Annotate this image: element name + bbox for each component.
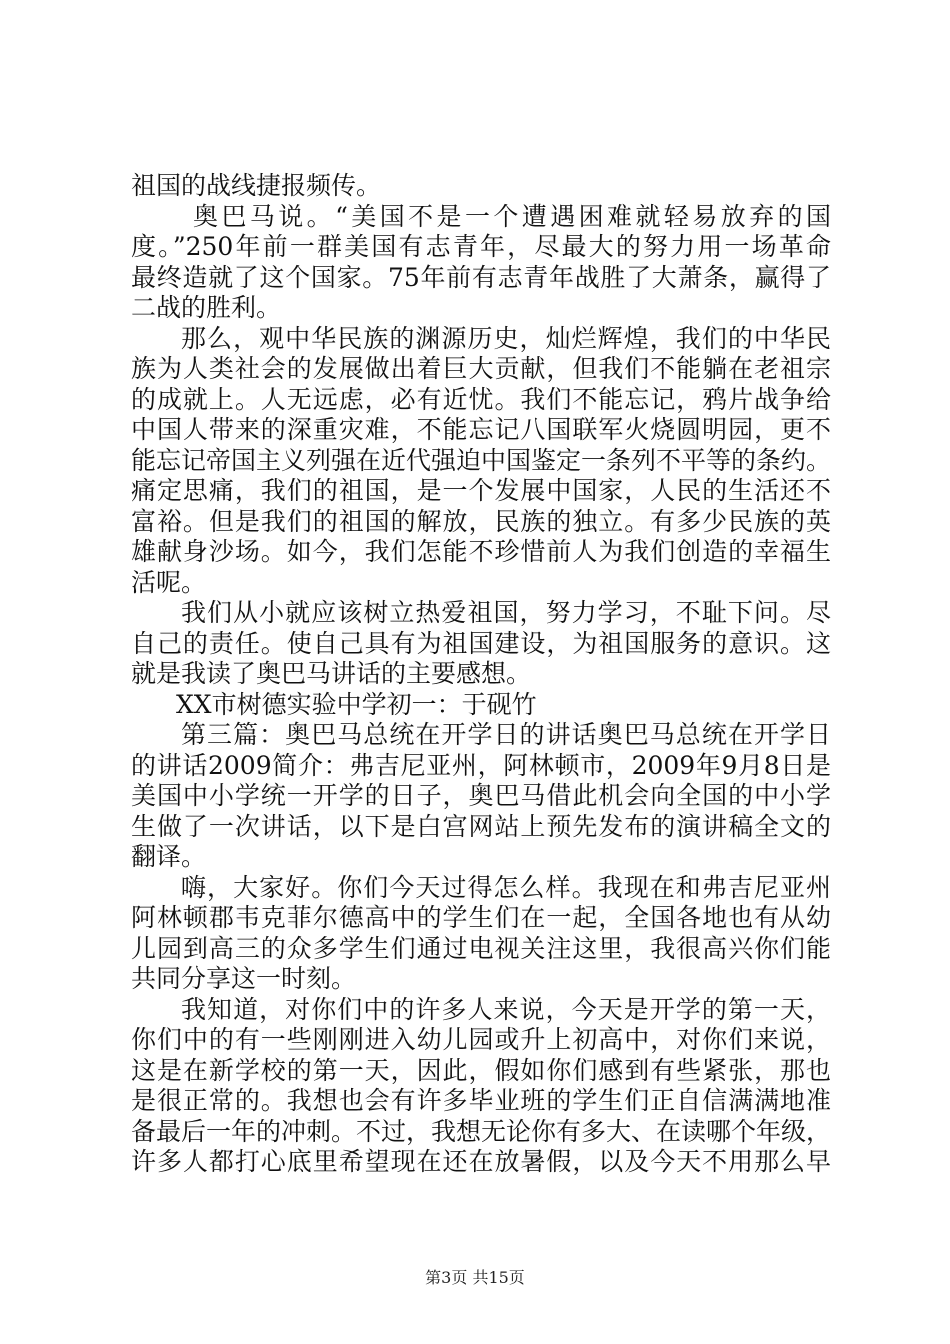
text-line: 翻译。 <box>131 842 207 871</box>
text-line: 是很正常的。我想也会有许多毕业班的学生们正自信满满地准 <box>131 1086 831 1115</box>
text-line: 第三篇：奥巴马总统在开学日的讲话奥巴马总统在开学日 <box>181 720 831 749</box>
text-line: 祖国的战线捷报频传。 <box>131 171 382 200</box>
text-line: 共同分享这一时刻。 <box>131 964 357 993</box>
text-line: 许多人都打心底里希望现在还在放暑假，以及今天不用那么早 <box>131 1147 831 1176</box>
text-line: 活呢。 <box>131 567 207 597</box>
text-line: 富裕。但是我们的祖国的解放，民族的独立。有多少民族的英 <box>131 506 831 536</box>
text-line: 自己的责任。使自己具有为祖国建设，为祖国服务的意识。这 <box>131 628 831 658</box>
text-line: 生做了一次讲话，以下是白宫网站上预先发布的演讲稿全文的 <box>131 811 831 841</box>
text-line: 二战的胜利。 <box>131 293 282 322</box>
text-line: 就是我读了奥巴马讲话的主要感想。 <box>131 659 532 688</box>
text-line: 族为人类社会的发展做出着巨大贡献，但我们不能躺在老祖宗 <box>131 354 831 383</box>
text-line: 雄献身沙场。如今，我们怎能不珍惜前人为我们创造的幸福生 <box>131 537 831 566</box>
document-body <box>131 171 831 1178</box>
text-line: 能忘记帝国主义列强在近代强迫中国鉴定一条列不平等的条约。 <box>131 445 832 475</box>
text-line: 儿园到高三的众多学生们通过电视关注这里，我很高兴你们能 <box>131 933 831 963</box>
page-footer: 第3页 共15页 <box>425 1268 525 1287</box>
text-line: 那么，观中华民族的渊源历史，灿烂辉煌，我们的中华民 <box>181 323 831 353</box>
text-line: 阿林顿郡韦克菲尔德高中的学生们在一起，全国各地也有从幼 <box>131 903 831 932</box>
text-line: 备最后一年的冲刺。不过，我想无论你有多大、在读哪个年级， <box>131 1116 832 1146</box>
text-line: 我知道，对你们中的许多人来说，今天是开学的第一天， <box>181 994 831 1024</box>
text-line: XX市树德实验中学初一：于砚竹 <box>176 689 537 719</box>
text-line: 美国中小学统一开学的日子，奥巴马借此机会向全国的中小学 <box>131 781 831 810</box>
text-line: 最终造就了这个国家。75年前有志青年战胜了大萧条，赢得了 <box>131 262 831 292</box>
text-line: 痛定思痛，我们的祖国，是一个发展中国家，人民的生活还不 <box>131 476 831 505</box>
text-line: 奥巴马说。“美国不是一个遭遇困难就轻易放弃的国 <box>193 201 831 231</box>
text-line: 的成就上。人无远虑，必有近忧。我们不能忘记，鸦片战争给 <box>131 384 831 414</box>
text-line: 这是在新学校的第一天，因此，假如你们感到有些紧张，那也 <box>131 1055 831 1085</box>
text-line: 度。”250年前一群美国有志青年，尽最大的努力用一场革命 <box>131 232 831 261</box>
text-line: 我们从小就应该树立热爱祖国，努力学习，不耻下问。尽 <box>181 598 831 627</box>
text-line: 嗨，大家好。你们今天过得怎么样。我现在和弗吉尼亚州 <box>181 872 831 902</box>
text-line: 中国人带来的深重灾难，不能忘记八国联军火烧圆明园，更不 <box>131 415 831 444</box>
text-line: 你们中的有一些刚刚进入幼儿园或升上初高中，对你们来说， <box>131 1025 831 1054</box>
text-line: 的讲话2009简介：弗吉尼亚州，阿林顿市，2009年9月8日是 <box>131 750 831 780</box>
